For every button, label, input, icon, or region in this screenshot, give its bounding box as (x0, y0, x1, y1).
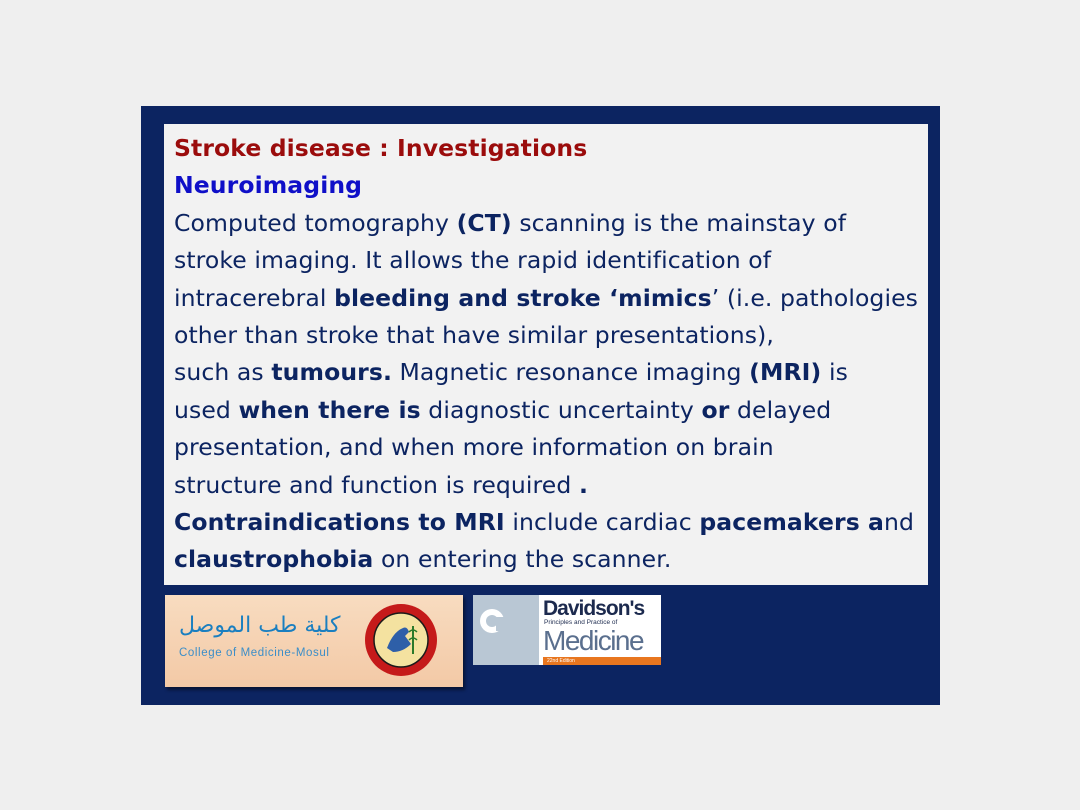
body-bold-text: Contraindications to MRI (174, 508, 505, 537)
body-line (174, 280, 928, 317)
body-bold-text: claustrophobia (174, 545, 374, 574)
body-bold-text: (MRI) (749, 358, 822, 387)
davidson-logo-panel (473, 595, 539, 665)
body-line (174, 392, 928, 429)
body-bold-text: or (701, 395, 730, 424)
body-text: is (821, 358, 848, 387)
body-line (174, 429, 928, 466)
body-text: used (174, 395, 239, 424)
body-line (174, 317, 928, 354)
body-text: delayed (729, 395, 832, 424)
body-text: ’ (i.e. pathologies (711, 283, 918, 312)
body-line (174, 467, 928, 504)
body-text: stroke imaging. It allows the rapid identification of (174, 246, 772, 275)
body-text: Magnetic resonance imaging (391, 358, 750, 387)
davidson-emblem-icon (473, 595, 539, 665)
body-text: diagnostic uncertainty (420, 395, 702, 424)
body-text: on entering the scanner. (373, 545, 672, 574)
davidson-edition: 22nd Edition (543, 657, 661, 665)
body-line (174, 504, 928, 541)
davidson-name: Davidson's (543, 597, 645, 620)
slide-title: Stroke disease : Investigations (174, 134, 588, 162)
body-bold-text: when there is (238, 395, 421, 424)
slide-frame (141, 106, 940, 705)
body-bold-text: (CT) (456, 208, 512, 237)
body-text: include cardiac (504, 508, 700, 537)
davidson-subtitle: Principles and Practice of (544, 619, 618, 626)
body-text: nd (884, 508, 915, 537)
body-bold-text: pacemakers a (699, 508, 885, 537)
body-line (174, 541, 928, 578)
body-bold-text: bleeding and stroke ‘mimics (334, 283, 712, 312)
body-line (174, 354, 928, 391)
college-english-name: College of Medicine-Mosul (179, 647, 330, 659)
body-text: Computed tomography (174, 208, 457, 237)
davidson-medicine: Medicine (543, 625, 644, 656)
body-text: structure and function is required (174, 470, 579, 499)
college-seal-icon (363, 602, 439, 678)
body-text: other than stroke that have similar presentations), (174, 321, 774, 350)
body-bold-text: . (578, 470, 588, 499)
slide-body (174, 205, 928, 579)
body-text: scanning is the mainstay of (511, 208, 847, 237)
body-bold-text: tumours. (271, 358, 392, 387)
college-of-medicine-mosul-logo (165, 595, 463, 687)
body-line (174, 242, 928, 279)
body-line (174, 205, 928, 242)
slide-text-box (164, 124, 928, 585)
slide-subtitle: Neuroimaging (174, 171, 363, 200)
body-text: such as (174, 358, 272, 387)
davidsons-medicine-logo (473, 595, 661, 665)
body-text: intracerebral (174, 283, 335, 312)
body-text: presentation, and when more information on brain (174, 433, 774, 462)
college-arabic-name: كلية طب الموصل (179, 613, 341, 638)
